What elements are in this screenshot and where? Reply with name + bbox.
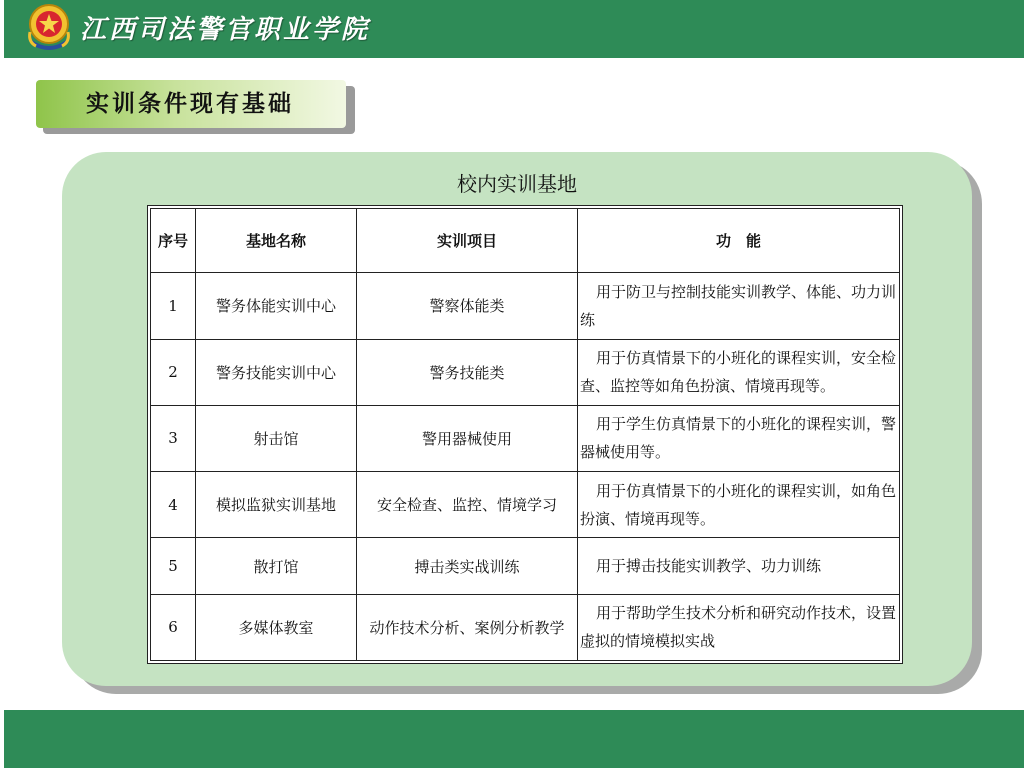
cell-no: 5 — [151, 538, 196, 594]
table-title: 校内实训基地 — [457, 172, 577, 196]
cell-name: 多媒体教室 — [196, 594, 357, 660]
cell-function: 用于仿真情景下的小班化的课程实训，安全检查、监控等如角色扮演、情境再现等。 — [578, 339, 900, 405]
cell-item: 安全检查、监控、情境学习 — [357, 472, 578, 538]
column-header-item: 实训项目 — [357, 209, 578, 273]
column-header-function: 功 能 — [578, 209, 900, 273]
table-row — [151, 273, 900, 339]
cell-name: 散打馆 — [196, 538, 357, 594]
table-row — [151, 405, 900, 471]
cell-no: 2 — [151, 339, 196, 405]
cell-item: 警务技能类 — [357, 339, 578, 405]
cell-function: 用于帮助学生技术分析和研究动作技术，设置虚拟的情境模拟实战 — [578, 594, 900, 660]
section-tab — [36, 80, 346, 128]
cell-item: 搏击类实战训练 — [357, 538, 578, 594]
cell-no: 1 — [151, 273, 196, 339]
table-row — [151, 538, 900, 594]
cell-function: 用于搏击技能实训教学、功力训练 — [578, 538, 900, 594]
column-header-name: 基地名称 — [196, 209, 357, 273]
table-row — [151, 472, 900, 538]
cell-item: 警用器械使用 — [357, 405, 578, 471]
cell-name: 警务技能实训中心 — [196, 339, 357, 405]
top-header-bar — [4, 0, 1024, 58]
cell-no: 4 — [151, 472, 196, 538]
cell-function: 用于防卫与控制技能实训教学、体能、功力训练 — [578, 273, 900, 339]
table — [150, 208, 900, 661]
police-emblem-icon — [24, 2, 74, 52]
cell-no: 3 — [151, 405, 196, 471]
table-row — [151, 339, 900, 405]
training-base-table — [147, 205, 903, 664]
column-header-no: 序号 — [151, 209, 196, 273]
table-header-row — [151, 209, 900, 273]
cell-no: 6 — [151, 594, 196, 660]
cell-name: 警务体能实训中心 — [196, 273, 357, 339]
cell-function: 用于仿真情景下的小班化的课程实训，如角色扮演、情境再现等。 — [578, 472, 900, 538]
cell-item: 动作技术分析、案例分析教学 — [357, 594, 578, 660]
cell-item: 警察体能类 — [357, 273, 578, 339]
cell-name: 射击馆 — [196, 405, 357, 471]
table-row — [151, 594, 900, 660]
cell-function: 用于学生仿真情景下的小班化的课程实训，警器械使用等。 — [578, 405, 900, 471]
section-title: 实训条件现有基础 — [86, 90, 294, 117]
cell-name: 模拟监狱实训基地 — [196, 472, 357, 538]
bottom-footer-bar — [4, 710, 1024, 768]
school-name: 江西司法警官职业学院 — [80, 15, 371, 45]
